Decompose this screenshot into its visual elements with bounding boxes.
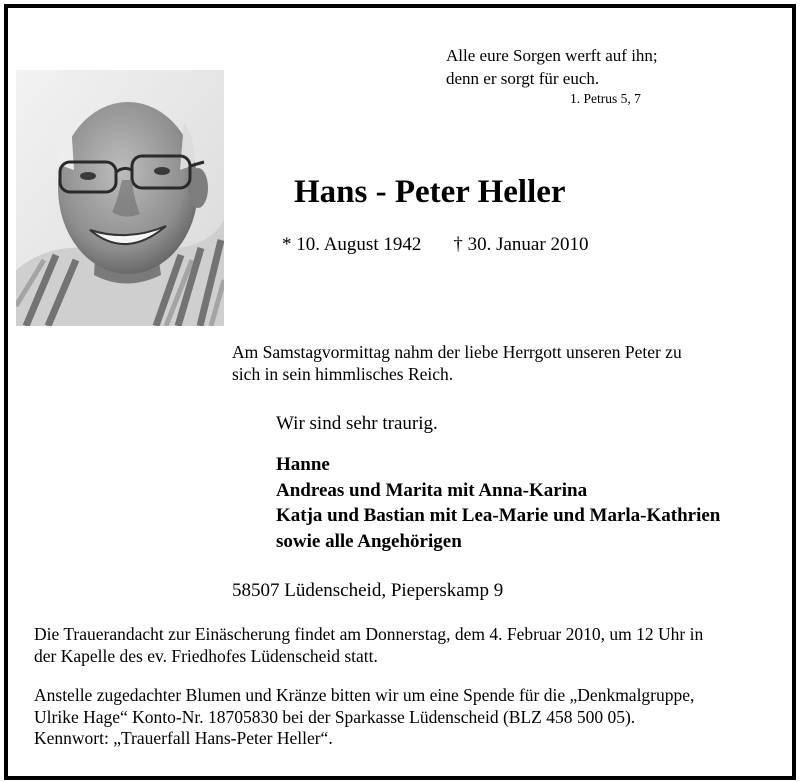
intro-line: Am Samstagvormittag nahm der liebe Herrgott unseren Peter zu <box>232 342 682 362</box>
mourners-list <box>276 452 720 554</box>
birth-date: * 10. August 1942 <box>282 234 422 255</box>
service-line: der Kapelle des ev. Friedhofes Lüdenscheid statt. <box>34 646 378 666</box>
verse-reference: 1. Petrus 5, 7 <box>570 91 641 106</box>
donation-line: Kennwort: „Trauerfall Hans-Peter Heller“. <box>34 728 333 748</box>
mourner: Hanne <box>276 454 330 475</box>
deceased-name: Hans - Peter Heller <box>294 174 566 210</box>
donation-info <box>34 685 694 750</box>
donation-line: Anstelle zugedachter Blumen und Kränze bitten wir um eine Spende für die „Denkmalgruppe, <box>34 685 695 705</box>
address: 58507 Lüdenscheid, Pieperskamp 9 <box>232 580 504 601</box>
death-date: † 30. Januar 2010 <box>453 234 589 255</box>
donation-line: Ulrike Hage“ Konto-Nr. 18705830 bei der Sparkasse Lüdenscheid (BLZ 458 500 05). <box>34 706 636 727</box>
portrait-photo <box>16 70 224 326</box>
intro-line: sich in sein himmlisches Reich. <box>232 364 454 384</box>
intro-text <box>232 341 682 385</box>
bible-verse <box>446 44 658 90</box>
mourner: Andreas und Marita mit Anna-Karina <box>276 479 588 501</box>
service-info <box>34 623 703 667</box>
mourner: sowie alle Angehörigen <box>276 530 462 552</box>
verse-line: Alle eure Sorgen werft auf ihn; <box>446 46 658 65</box>
mourner: Katja und Bastian mit Lea-Marie und Marla-Kathrien <box>276 505 721 526</box>
life-dates <box>282 234 588 256</box>
verse-line: denn er sorgt für euch. <box>446 69 600 88</box>
mourning-line: Wir sind sehr traurig. <box>276 413 438 434</box>
service-line: Die Trauerandacht zur Einäscherung findet am Donnerstag, dem 4. Februar 2010, um 12 Uhr in <box>34 624 704 644</box>
